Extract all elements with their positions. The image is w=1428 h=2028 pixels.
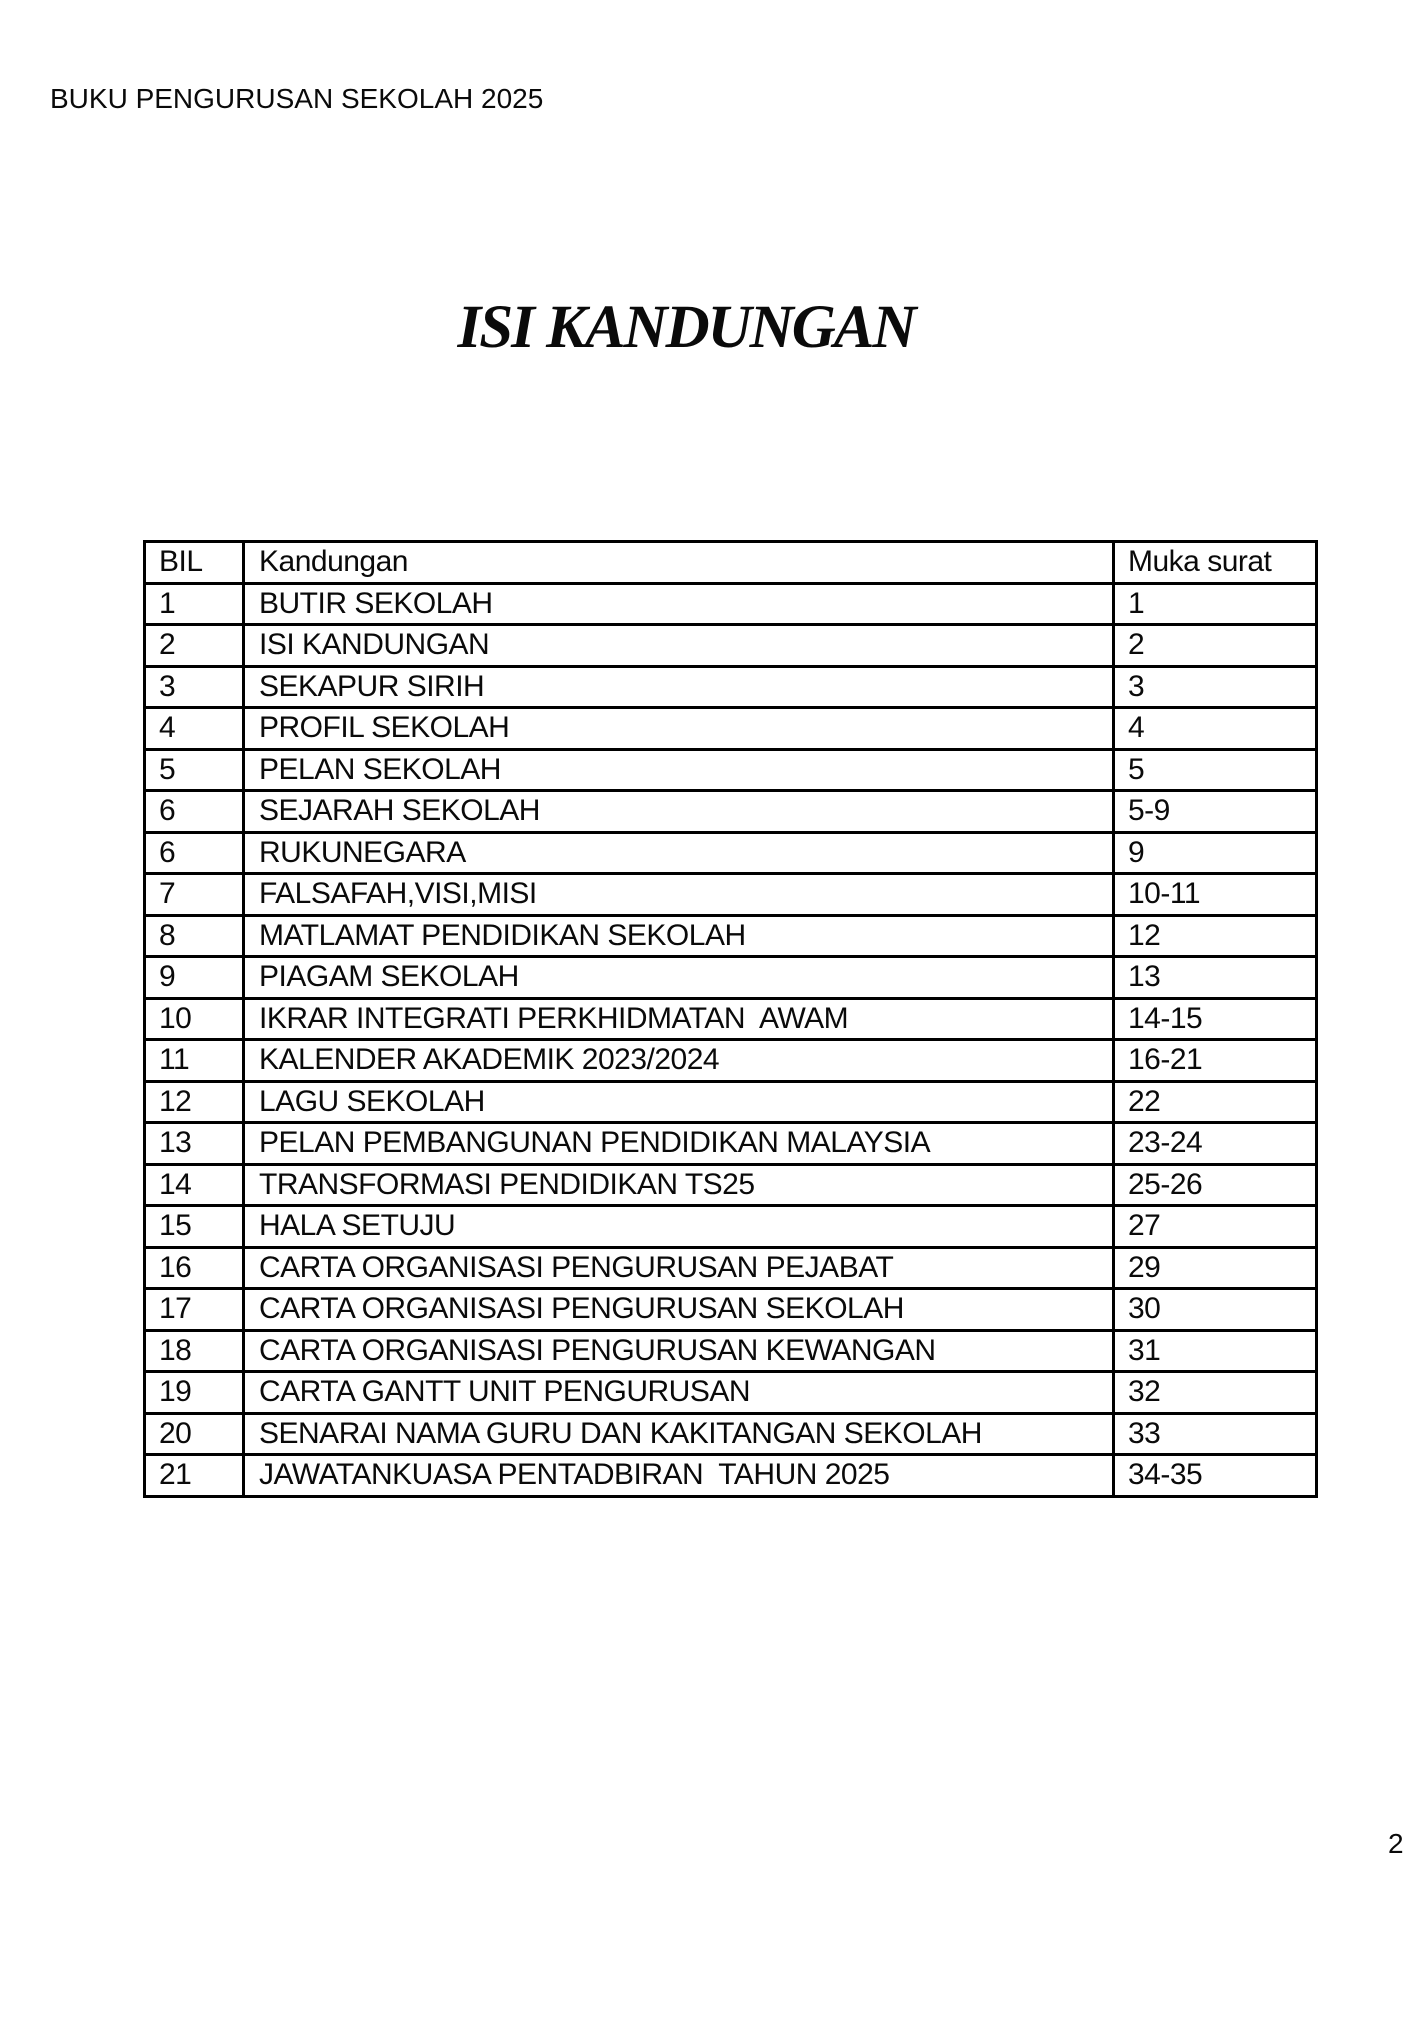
cell-bil: 1	[145, 583, 244, 625]
table-row	[145, 1372, 1317, 1414]
cell-muka: 30	[1114, 1289, 1317, 1331]
cell-bil: 16	[145, 1247, 244, 1289]
cell-kandungan: CARTA ORGANISASI PENGURUSAN KEWANGAN	[244, 1330, 1114, 1372]
cell-bil: 6	[145, 832, 244, 874]
cell-bil: 14	[145, 1164, 244, 1206]
cell-muka: 14-15	[1114, 998, 1317, 1040]
cell-kandungan: SENARAI NAMA GURU DAN KAKITANGAN SEKOLAH	[244, 1413, 1114, 1455]
table-row	[145, 1164, 1317, 1206]
table-row	[145, 583, 1317, 625]
cell-muka: 10-11	[1114, 874, 1317, 916]
cell-muka: 22	[1114, 1081, 1317, 1123]
cell-bil: 17	[145, 1289, 244, 1331]
cell-bil: 3	[145, 666, 244, 708]
cell-muka: 23-24	[1114, 1123, 1317, 1165]
cell-muka: 4	[1114, 708, 1317, 750]
cell-muka: 2	[1114, 625, 1317, 667]
cell-muka: 27	[1114, 1206, 1317, 1248]
cell-bil: 15	[145, 1206, 244, 1248]
col-header-bil: BIL	[145, 542, 244, 584]
cell-bil: 4	[145, 708, 244, 750]
cell-kandungan: SEKAPUR SIRIH	[244, 666, 1114, 708]
page-number: 2	[1388, 1828, 1404, 1859]
cell-bil: 6	[145, 791, 244, 833]
cell-kandungan: CARTA GANTT UNIT PENGURUSAN	[244, 1372, 1114, 1414]
cell-kandungan: MATLAMAT PENDIDIKAN SEKOLAH	[244, 915, 1114, 957]
cell-bil: 20	[145, 1413, 244, 1455]
cell-muka: 3	[1114, 666, 1317, 708]
cell-kandungan: PIAGAM SEKOLAH	[244, 957, 1114, 999]
cell-muka: 5	[1114, 749, 1317, 791]
table-row	[145, 1040, 1317, 1082]
cell-muka: 29	[1114, 1247, 1317, 1289]
table-row	[145, 1247, 1317, 1289]
cell-bil: 11	[145, 1040, 244, 1082]
cell-kandungan: TRANSFORMASI PENDIDIKAN TS25	[244, 1164, 1114, 1206]
table-row	[145, 998, 1317, 1040]
cell-bil: 8	[145, 915, 244, 957]
cell-muka: 25-26	[1114, 1164, 1317, 1206]
table-row	[145, 749, 1317, 791]
cell-bil: 12	[145, 1081, 244, 1123]
cell-kandungan: CARTA ORGANISASI PENGURUSAN PEJABAT	[244, 1247, 1114, 1289]
cell-kandungan: PROFIL SEKOLAH	[244, 708, 1114, 750]
cell-muka: 1	[1114, 583, 1317, 625]
table-row	[145, 1413, 1317, 1455]
table-row	[145, 1330, 1317, 1372]
cell-bil: 18	[145, 1330, 244, 1372]
cell-kandungan: PELAN SEKOLAH	[244, 749, 1114, 791]
cell-kandungan: JAWATANKUASA PENTADBIRAN TAHUN 2025	[244, 1455, 1114, 1497]
table-row	[145, 708, 1317, 750]
cell-muka: 33	[1114, 1413, 1317, 1455]
toc-table	[143, 540, 1318, 1498]
table-row	[145, 625, 1317, 667]
cell-kandungan: BUTIR SEKOLAH	[244, 583, 1114, 625]
cell-kandungan: RUKUNEGARA	[244, 832, 1114, 874]
table-row	[145, 1123, 1317, 1165]
page-title: ISI KANDUNGAN	[457, 294, 915, 361]
cell-kandungan: CARTA ORGANISASI PENGURUSAN SEKOLAH	[244, 1289, 1114, 1331]
cell-kandungan: LAGU SEKOLAH	[244, 1081, 1114, 1123]
cell-kandungan: ISI KANDUNGAN	[244, 625, 1114, 667]
cell-muka: 13	[1114, 957, 1317, 999]
table-row	[145, 1206, 1317, 1248]
table-row	[145, 1081, 1317, 1123]
cell-kandungan: FALSAFAH,VISI,MISI	[244, 874, 1114, 916]
table-row	[145, 791, 1317, 833]
cell-kandungan: HALA SETUJU	[244, 1206, 1114, 1248]
document-header-text: BUKU PENGURUSAN SEKOLAH 2025	[50, 83, 544, 114]
cell-kandungan: PELAN PEMBANGUNAN PENDIDIKAN MALAYSIA	[244, 1123, 1114, 1165]
toc-header-row	[145, 542, 1317, 584]
cell-bil: 7	[145, 874, 244, 916]
table-row	[145, 666, 1317, 708]
cell-bil: 21	[145, 1455, 244, 1497]
col-header-muka-surat: Muka surat	[1114, 542, 1317, 584]
cell-muka: 32	[1114, 1372, 1317, 1414]
cell-kandungan: SEJARAH SEKOLAH	[244, 791, 1114, 833]
cell-kandungan: KALENDER AKADEMIK 2023/2024	[244, 1040, 1114, 1082]
cell-kandungan: IKRAR INTEGRATI PERKHIDMATAN AWAM	[244, 998, 1114, 1040]
cell-bil: 13	[145, 1123, 244, 1165]
cell-muka: 31	[1114, 1330, 1317, 1372]
table-row	[145, 874, 1317, 916]
cell-muka: 5-9	[1114, 791, 1317, 833]
cell-bil: 5	[145, 749, 244, 791]
table-row	[145, 1455, 1317, 1497]
cell-bil: 2	[145, 625, 244, 667]
table-row	[145, 915, 1317, 957]
cell-bil: 19	[145, 1372, 244, 1414]
cell-muka: 34-35	[1114, 1455, 1317, 1497]
cell-bil: 9	[145, 957, 244, 999]
table-row	[145, 1289, 1317, 1331]
table-row	[145, 832, 1317, 874]
table-row	[145, 957, 1317, 999]
cell-bil: 10	[145, 998, 244, 1040]
cell-muka: 9	[1114, 832, 1317, 874]
cell-muka: 16-21	[1114, 1040, 1317, 1082]
col-header-kandungan: Kandungan	[244, 542, 1114, 584]
cell-muka: 12	[1114, 915, 1317, 957]
